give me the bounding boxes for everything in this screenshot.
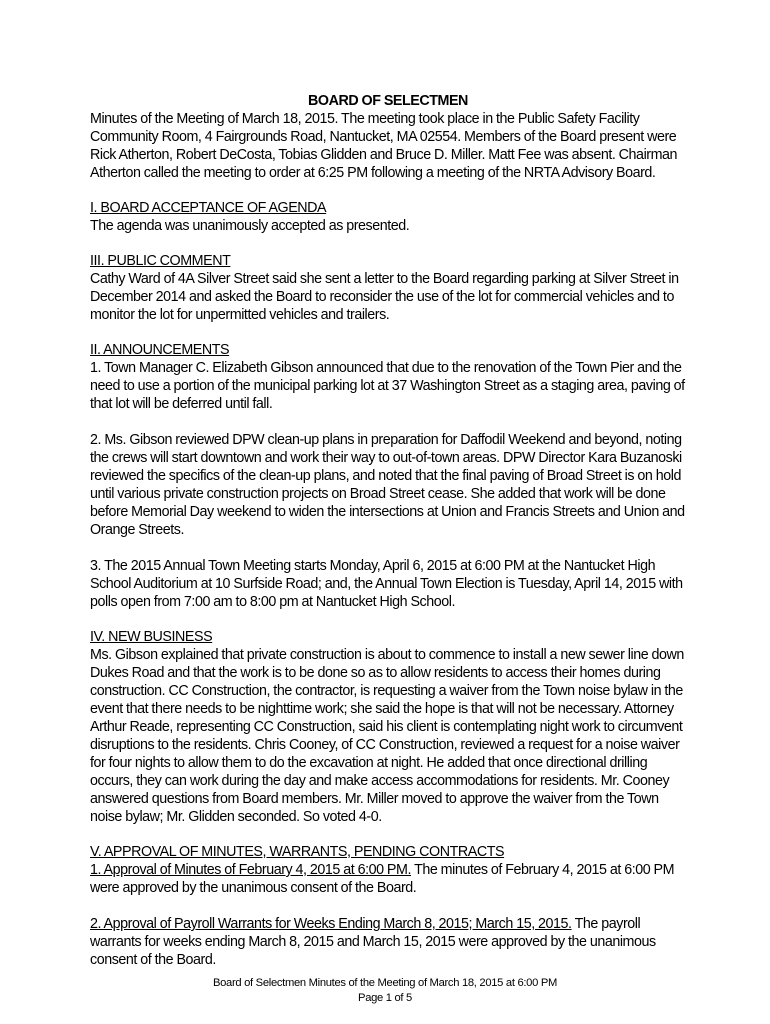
section-heading: III. PUBLIC COMMENT (90, 253, 231, 269)
footer-title: Board of Selectmen Minutes of the Meeting of March 18, 2015 at 6:00 PM (212, 977, 558, 989)
document-title: BOARD OF SELECTMEN (308, 93, 468, 109)
section-paragraph: Ms. Gibson explained that private construction is about to commence to install a new sewer line down Dukes Road and that the work is to be done so as to allow residents to access their homes during construction. CC Construction, the contractor, is requesting a waiver from the Town noise bylaw in the event that there needs to be nighttime work; she said the hope is that will not be necessary. Attorney Arthur Reade, representing CC Construction, said his client is contemplating night work to circumvent disruptions to the residents. Chris Cooney, of CC Construction, reviewed a request for a noise waiver for four nights to allow them to do the excavation at night. He added that once directional drilling occurs, they can work during the day and make access accommodations for residents. Mr. Cooney answered questions from Board members. Mr. Miller moved to approve the waiver from the Town noise bylaw; Mr. Glidden seconded. So voted 4-0. (90, 647, 684, 825)
page-number: Page 1 of 5 (358, 992, 412, 1004)
section-approvals (90, 843, 686, 969)
intro-paragraph: Minutes of the Meeting of March 18, 2015. The meeting took place in the Public Safety Facility Community Room, 4 Fairgrounds Road, Nantucket, MA 02554. Members of the Board present were Rick Atherton, Robert DeCosta, Tobias Glidden and Bruce D. Miller. Matt Fee was absent. Chairman Atherton called the meeting to order at 6:25 PM following a meeting of the NRTA Advisory Board. (90, 111, 678, 181)
page-footer (0, 976, 770, 1006)
section-paragraph: 3. The 2015 Annual Town Meeting starts Monday, April 6, 2015 at 6:00 PM at the Nantucket High School Auditorium at 10 Surfside Road; and, the Annual Town Election is Tuesday, April 14, 2015 with polls open from 7:00 am to 8:00 pm at Nantucket High School. (90, 558, 683, 610)
section-paragraph: 2. Ms. Gibson reviewed DPW clean-up plans in preparation for Daffodil Weekend and beyond, noting the crews will start downtown and work their way to out-of-town areas. DPW Director Kara Buzanoski reviewed the specifics of the clean-up plans, and noted that the final paving of Broad Street is on hold until various private construction projects on Broad Street cease. She added that work will be done before Memorial Day weekend to widen the intersections at Union and Francis Streets and Union and Orange Streets. (90, 432, 685, 538)
section-announcements (90, 341, 686, 611)
section-heading: V. APPROVAL OF MINUTES, WARRANTS, PENDING CONTRACTS (90, 844, 505, 860)
section-paragraph: Cathy Ward of 4A Silver Street said she sent a letter to the Board regarding parking at Silver Street in December 2014 and asked the Board to reconsider the use of the lot for commercial vehicles and to monitor the lot for unpermitted vehicles and trailers. (90, 271, 679, 323)
approval-item (90, 915, 686, 969)
section-heading: I. BOARD ACCEPTANCE OF AGENDA (90, 200, 327, 216)
document-body (90, 92, 686, 969)
approval-item-lead: 1. Approval of Minutes of February 4, 2015 at 6:00 PM. (90, 862, 411, 878)
approval-item-text: The minutes of February 4, 2015 at 6:00 PM were approved by the unanimous consent of the Board. (90, 862, 675, 896)
section-heading: IV. NEW BUSINESS (90, 629, 213, 645)
section-heading: II. ANNOUNCEMENTS (90, 342, 230, 358)
section-new-business (90, 628, 686, 826)
section-paragraph: 1. Town Manager C. Elizabeth Gibson announced that due to the renovation of the Town Pier and the need to use a portion of the municipal parking lot at 37 Washington Street as a staging area, paving of that lot will be deferred until fall. (90, 360, 685, 412)
section-agenda (90, 199, 686, 235)
approval-item-text: The payroll warrants for weeks ending March 8, 2015 and March 15, 2015 were approved by the unanimous consent of the Board. (90, 916, 656, 968)
section-paragraph: The agenda was unanimously accepted as presented. (90, 218, 410, 234)
approval-item-lead: 2. Approval of Payroll Warrants for Weeks Ending March 8, 2015; March 15, 2015. (90, 916, 572, 932)
approval-item (90, 861, 686, 897)
section-public-comment (90, 252, 686, 324)
